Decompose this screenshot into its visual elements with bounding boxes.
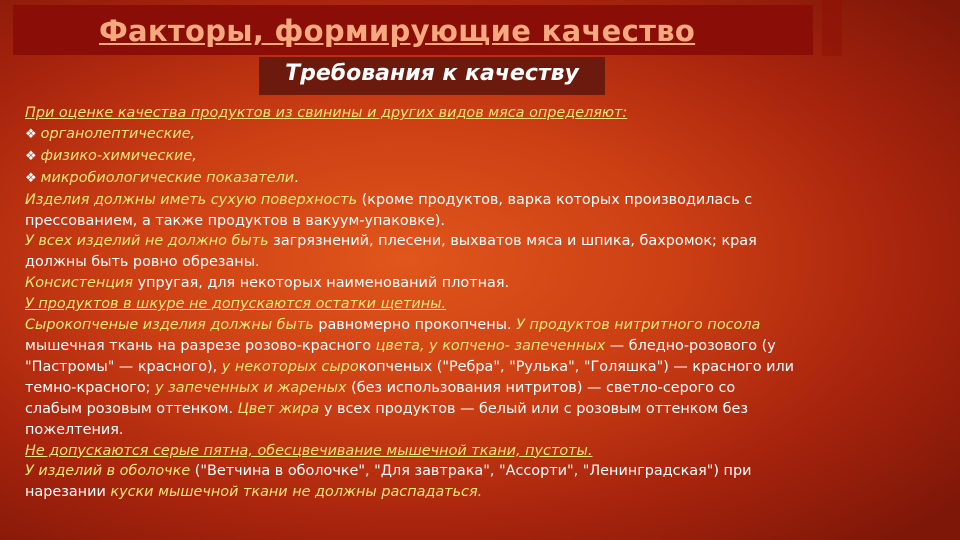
accent-text: У продуктов в шкуре не допускаются остатки щетины.: [25, 296, 447, 313]
body-line: [25, 231, 930, 252]
diamond-four-petal-icon: ❖: [25, 170, 37, 186]
bullet-label: физико-химические,: [40, 147, 197, 164]
plain-text: должны быть ровно обрезаны.: [25, 254, 260, 271]
diamond-four-petal-icon: ❖: [25, 126, 37, 142]
bullet-label: органолептические,: [40, 125, 196, 142]
body-line: [25, 357, 930, 378]
body-line: [25, 103, 930, 124]
diamond-four-petal-icon: ❖: [25, 148, 37, 164]
body-line: [25, 399, 930, 420]
bullet-label: микробиологические показатели: [40, 169, 295, 186]
title-banner: [13, 5, 813, 55]
plain-text: копченых ("Ребра", "Рулька", "Голяшка") — красного или: [358, 358, 794, 375]
subtitle-banner: [259, 57, 605, 95]
title-accent-bar: [822, 0, 842, 56]
plain-text: мышечная ткань на разрезе розово-красного: [25, 337, 376, 354]
intro-text: При оценке качества продуктов из свинины и других видов мяса определяют:: [25, 105, 628, 121]
body-line: [25, 482, 930, 503]
accent-text: У всех изделий не должно быть: [25, 233, 269, 250]
accent-text: Изделия должны иметь сухую поверхность: [25, 191, 358, 208]
slide-title: Факторы, формирующие качество: [99, 14, 696, 48]
body-line: [25, 294, 930, 315]
body-line: [25, 211, 930, 232]
plain-text: "Пастромы" — красного),: [25, 358, 222, 375]
plain-text: ("Ветчина в оболочке", "Для завтрака", "Ассорти", "Ленинградская") при: [190, 463, 752, 480]
accent-text: у запеченных и жареных: [155, 379, 347, 396]
plain-text: слабым розовым оттенком.: [25, 400, 238, 417]
plain-text: равномерно прокопчены.: [313, 317, 517, 334]
bullet-item: [25, 168, 930, 190]
plain-text: у всех продуктов — белый или с розовым оттенком без: [319, 400, 749, 417]
body-line: [25, 190, 930, 211]
bullet-tail: .: [294, 169, 299, 186]
accent-text: Не допускаются серые пятна, обесцвечивание мышечной ткани, пустоты.: [25, 442, 593, 459]
body-line: [25, 273, 930, 294]
bullet-item: [25, 124, 930, 146]
slide-subtitle: Требования к качеству: [285, 61, 579, 86]
plain-text: пожелтения.: [25, 421, 124, 438]
accent-text: Цвет жира: [237, 400, 320, 417]
accent-text: У продуктов нитритного посола: [516, 317, 761, 334]
plain-text: — бледно-розового (у: [605, 337, 776, 354]
plain-text: (кроме продуктов, варка которых производилась с: [357, 191, 753, 208]
accent-text: куски мышечной ткани не должны распадаться.: [110, 484, 483, 501]
body-line: [25, 336, 930, 357]
plain-text: (без использования нитритов) — светло-серого со: [346, 379, 736, 396]
body-line: [25, 315, 930, 336]
body-line: [25, 420, 930, 441]
body-line: [25, 252, 930, 273]
accent-text: У изделий в оболочке: [25, 463, 191, 480]
bullet-item: [25, 146, 930, 168]
accent-text: Сырокопченые изделия должны быть: [25, 317, 314, 334]
accent-text: Консистенция: [25, 275, 134, 292]
body-line: [25, 378, 930, 399]
plain-text: темно-красного;: [25, 379, 156, 396]
plain-text: прессованием, а также продуктов в вакуум-упаковке).: [25, 212, 445, 229]
accent-text: цвета, у копчено- запеченных: [375, 337, 606, 354]
plain-text: загрязнений, плесени, выхватов мяса и шпика, бахромок; края: [268, 233, 757, 250]
accent-text: у некоторых сыро: [221, 358, 359, 375]
body-line: [25, 461, 930, 482]
plain-text: нарезании: [25, 484, 111, 501]
plain-text: упругая, для некоторых наименований плотная.: [133, 275, 510, 292]
body-line: [25, 441, 930, 462]
slide-body: [25, 103, 930, 503]
